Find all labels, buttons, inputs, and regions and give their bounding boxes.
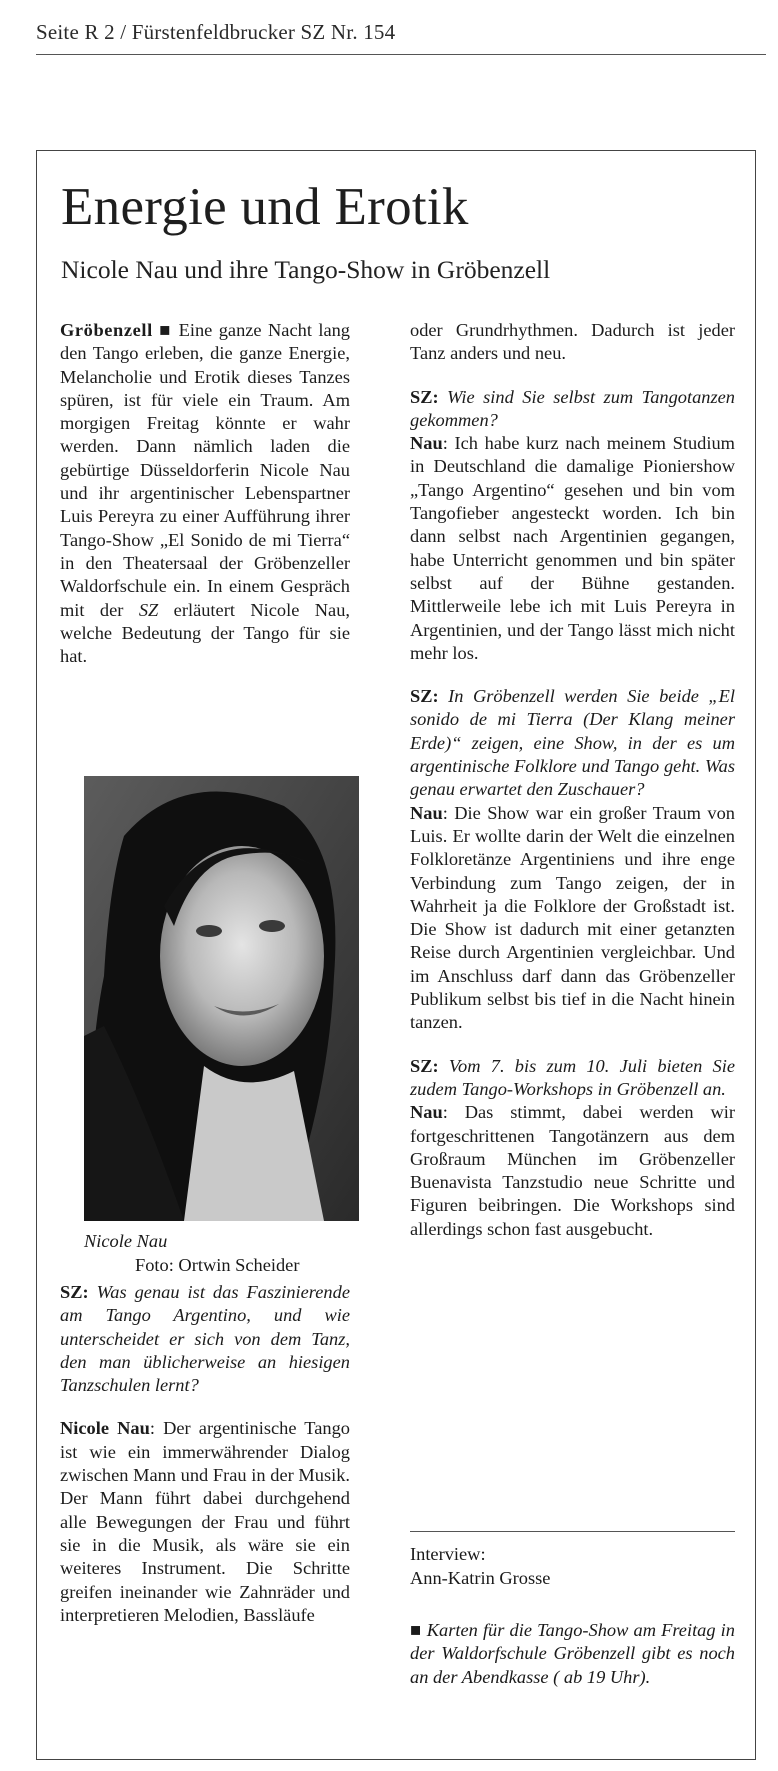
photo-credit: Foto: Ortwin Scheider [135,1255,300,1275]
left-column [60,319,350,668]
headline: Energie und Erotik [61,178,469,236]
answer-2-label: Nau [410,433,443,454]
answer-4-text: : Das stimmt, dabei werden wir fortgeschrittenen Tangotänzern aus dem Großraum München im Gröbenzeller Buenavista Tanzstudio neue Schritte und Figuren beibringen. Die Workshops sind allerdings schon fast ausgebucht. [410,1102,735,1239]
tickets-bullet-icon: ■ [410,1620,422,1640]
question-1-text: Was genau ist das Faszinierende am Tango Argentino, und wie unterscheidet er sich von dem Tanz, den man üblicherweise an hiesigen Tanzschulen lernt? [60,1282,350,1396]
intro-text-2: erläutert Nicole Nau, welche Bedeutung der Tango für sie hat. [60,599,351,667]
dateline: Gröbenzell [60,320,153,340]
question-2 [410,386,735,433]
question-1 [60,1281,350,1397]
question-4-text: Vom 7. bis zum 10. Juli bieten Sie zudem Tango-Workshops in Gröbenzell an. [410,1055,735,1099]
interview-credit [410,1543,735,1590]
answer-1-text: : Der argentinische Tango ist wie ein immerwährender Dialog zwischen Mann und Frau in der Musik. Der Mann führt dabei durchgehend alle Bewegungen der Frau und führt sie in die Musik, als wäre sie ein weiteres Instrument. Die Schritte greifen ineinander wie Zahnräder und interpretieren Melodien, Bassläufe [60,1418,350,1625]
answer-1-label: Nicole Nau [60,1418,150,1439]
tickets-info [410,1619,735,1689]
question-3 [410,685,735,801]
question-1-label: SZ: [60,1282,89,1302]
photo-caption-name: Nicole Nau [84,1231,168,1251]
right-column [410,319,735,1241]
answer-1 [60,1417,350,1627]
subheadline: Nicole Nau und ihre Tango-Show in Gröbenzell [61,255,551,284]
answer-1-continued: oder Grundrhythmen. Dadurch ist jeder Tanz anders und neu. [410,320,735,364]
interviewer-name: Ann-Katrin Grosse [410,1567,551,1588]
question-2-label: SZ: [410,386,439,407]
bullet-icon: ■ [159,320,173,340]
answer-4 [410,1101,735,1241]
question-3-label: SZ: [410,686,439,707]
intro-text-1: Eine ganze Nacht lang den Tango erleben, die ganze Energie, Melancholie und Erotik dieses Tanzes spüren, ist für viele ein Traum. Am morgigen Freitag könnte er wahr werden. Dann nämlich laden die gebürtige Düsseldorferin Nicole Nau und ihr argentinischer Lebenspartner Luis Pereyra zu einer Aufführung ihrer Tango-Show „El Sonido de mi Tierra“ in den Theatersaal der Gröbenzeller Waldorfschule ein. In einem Gespräch mit der [60,320,351,620]
answer-3-label: Nau [410,802,443,823]
answer-3-text: : Die Show war ein großer Traum von Luis. Er wollte darin der Welt die einzelnen Folkloretänze Argentiniens und ihre enge Verbindung zum Tango zeigen, der in Wahrheit ja die Folklore der Großstadt ist. Die Show ist dadurch mit einer getanzten Reise durch Argentinien vergleichbar. Und im Anschluss darf dann das Gröbenzeller Publikum selbst bis tief in die Nacht hinein tanzen. [410,802,735,1033]
page-header: Seite R 2 / Fürstenfeldbrucker SZ Nr. 154 [36,20,396,44]
header-rule [36,54,766,55]
question-2-text: Wie sind Sie selbst zum Tangotanzen gekommen? [410,386,735,430]
answer-2 [410,432,735,665]
answer-4-label: Nau [410,1102,443,1123]
left-column-lower [60,1281,350,1627]
interview-rule [410,1531,735,1532]
portrait-illustration [84,776,359,1221]
question-4 [410,1055,735,1102]
interview-label: Interview: [410,1544,486,1564]
portrait-photo [84,776,359,1221]
intro-paragraph [60,319,350,668]
question-3-text: In Gröbenzell werden Sie beide „El sonido de mi Tierra (Der Klang meiner Erde)“ zeigen, eine Show, in der es um argentinische Folklore und Tango geht. Was genau erwartet den Zuschauer? [410,686,735,800]
question-4-label: SZ: [410,1055,439,1076]
tickets-text: Karten für die Tango-Show am Freitag in der Waldorfschule Gröbenzell gibt es noch an der Abendkasse ( ab 19 Uhr). [410,1620,735,1687]
intro-sz: SZ [138,599,159,620]
answer-3 [410,802,735,1035]
answer-2-text: : Ich habe kurz nach meinem Studium in Deutschland die damalige Pioniershow „Tango Argentino“ gesehen und bin vom Tangofieber angesteckt worden. Ich bin dann selbst nach Argentinien gegangen, habe Unterricht genommen und bin später selbst auf der Bühne gestanden. Mittlerweile lebe ich mit Luis Pereyra in Argentinien, und der Tango lässt mich nicht mehr los. [410,433,735,663]
article-box [36,150,756,1760]
